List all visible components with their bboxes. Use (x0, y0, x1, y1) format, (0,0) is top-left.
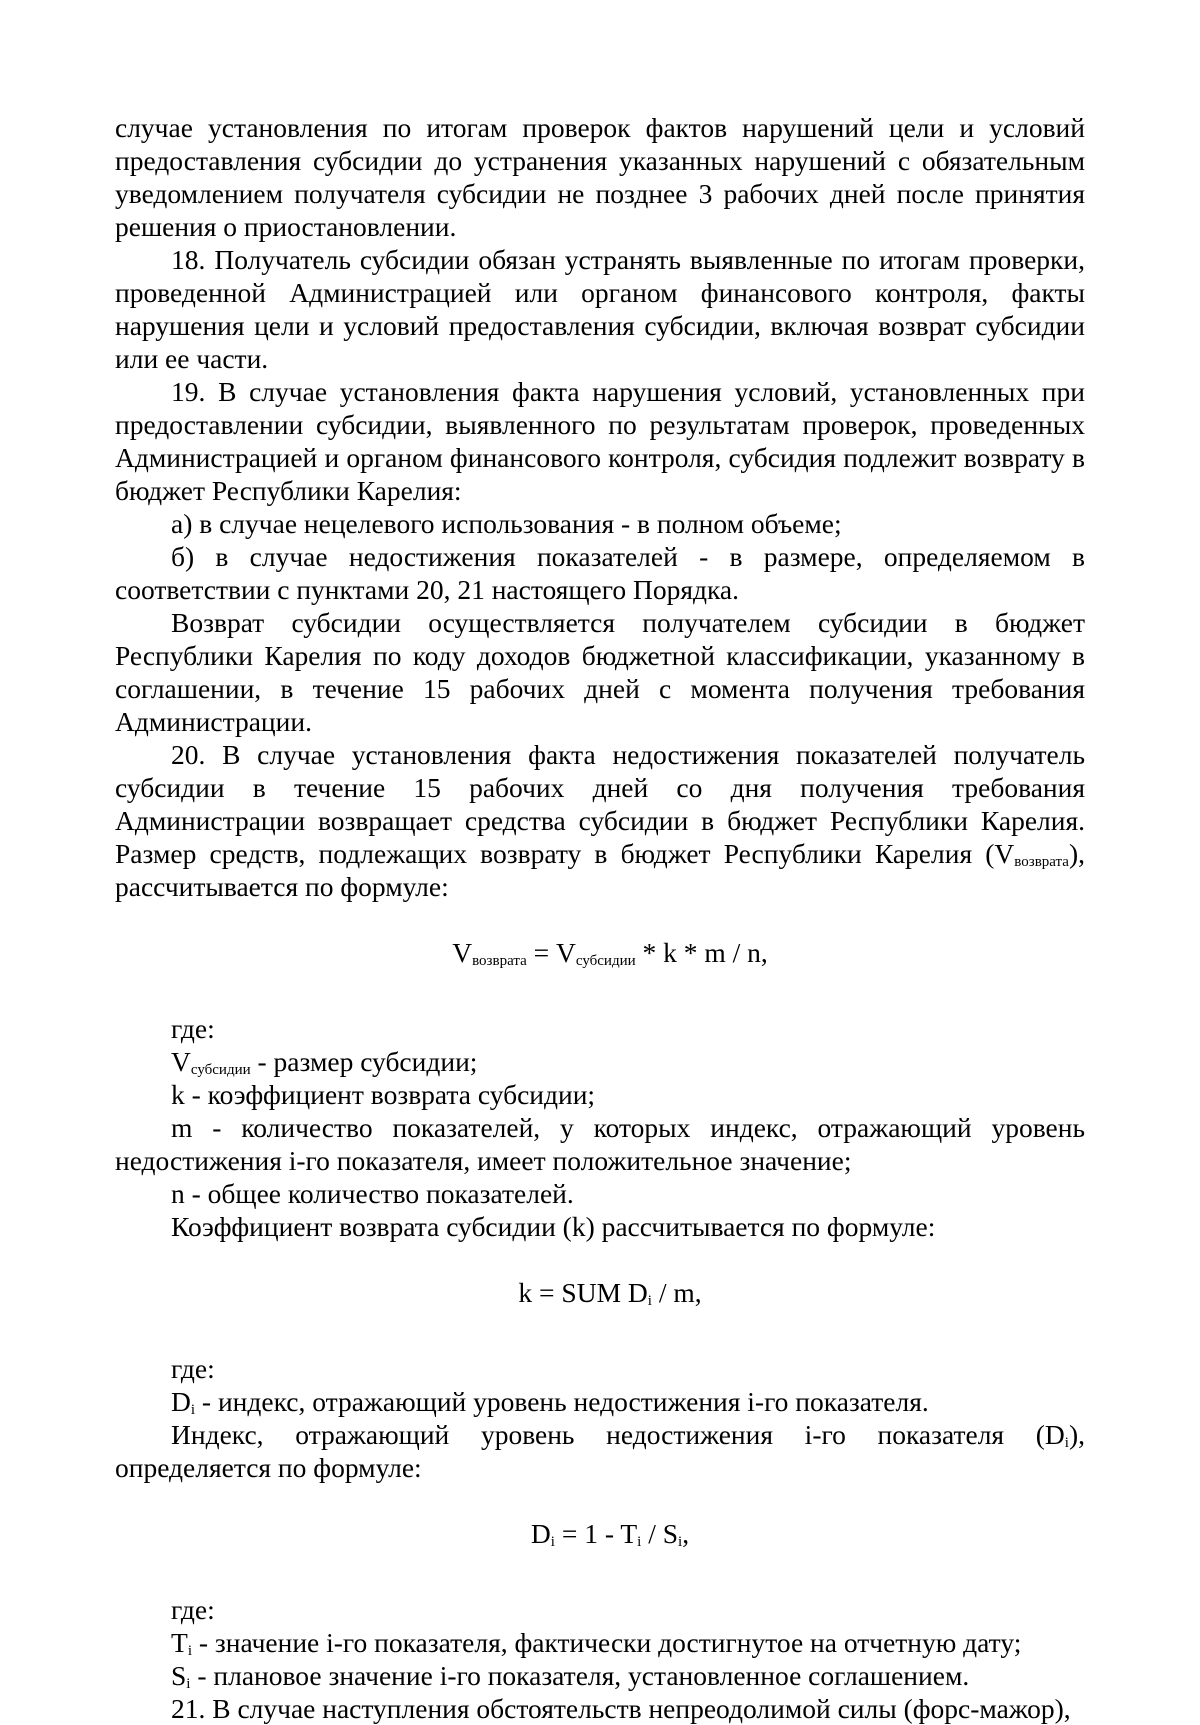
formula-return-amount (115, 936, 1085, 969)
paragraph-20-subscript: возврата (1014, 854, 1069, 870)
definition-v-subsidy (115, 1045, 1085, 1078)
paragraph-20-text-b: ), рассчитывается по формуле: (115, 838, 1085, 902)
paragraph-20 (115, 738, 1085, 903)
definition-d-b: - индекс, отражающий уровень недостижения i-го показателя. (195, 1386, 929, 1417)
definition-t-subscript: i (187, 1643, 192, 1659)
formula-3-part-b: = 1 - T (554, 1518, 638, 1549)
d-intro-b: ), определяется по формуле: (115, 1419, 1085, 1483)
paragraph-19: 19. В случае установления факта нарушения условий, установленных при предоставлении субсидии, выявленного по результатам проверок, проведенных Администрацией и органом финансового контроля, субсидия подлежит возврату в бюджет Республики Карелия: (115, 376, 1085, 506)
definition-v-b: - размер субсидии; (250, 1046, 478, 1077)
spacer (115, 1484, 1085, 1517)
definition-t (115, 1626, 1085, 1659)
definition-d-a: D (171, 1386, 191, 1417)
paragraph-19-a: а) в случае нецелевого использования - в полном объеме; (171, 508, 842, 539)
formula-2-sub: i (647, 1293, 652, 1309)
spacer (115, 903, 1085, 936)
spacer (115, 1550, 1085, 1583)
paragraph-return: Возврат субсидии осуществляется получателем субсидии в бюджет Республики Карелия по коду доходов бюджетной классификации, указанному в соглашении, в течение 15 рабочих дней с момента получения требования Администрации. (115, 607, 1085, 737)
formula-3-sub-3: i (678, 1534, 683, 1550)
paragraph-21: 21. В случае наступления обстоятельств непреодолимой силы (форс-мажор), (171, 1693, 1071, 1724)
formula-3-sub-2: i (637, 1534, 642, 1550)
formula-3-part-d: , (682, 1518, 690, 1549)
definition-n: n - общее количество показателей. (171, 1178, 574, 1209)
continued-paragraph: случае установления по итогам проверок фактов нарушений цели и условий предоставления субсидии до устранения указанных нарушений с обязательным уведомлением получателя субсидии не позднее 3 рабочих дней после принятия решения о приостановлении. (115, 112, 1085, 242)
definition-s-a: S (171, 1660, 187, 1691)
formula-1-sub-2: субсидии (575, 953, 636, 969)
definition-t-b: - значение i-го показателя, фактически достигнутое на отчетную дату; (191, 1627, 1022, 1658)
d-intro-subscript: i (1064, 1435, 1069, 1451)
definition-t-a: T (171, 1627, 188, 1658)
definition-d (115, 1385, 1085, 1418)
spacer (115, 1583, 1085, 1593)
formula-1-part-c: * k * m / n, (635, 937, 768, 968)
spacer (115, 1309, 1085, 1342)
d-formula-intro (115, 1418, 1085, 1484)
formula-2-part-b: / m, (651, 1277, 702, 1308)
definition-v-a: V (171, 1046, 191, 1077)
formula-1-sub-1: возврата (472, 953, 527, 969)
definition-s-b: - плановое значение i-го показателя, установленное соглашением. (190, 1660, 970, 1691)
formula-1-part-b: = V (526, 937, 576, 968)
definition-m: m - количество показателей, у которых индекс, отражающий уровень недостижения i-го показателя, имеет положительное значение; (115, 1112, 1085, 1176)
paragraph-19-b: б) в случае недостижения показателей - в размере, определяемом в соответствии с пунктами 20, 21 настоящего Порядка. (115, 541, 1085, 605)
spacer (115, 1342, 1085, 1352)
paragraph-20-text-a: 20. В случае установления факта недостижения показателей получатель субсидии в течение 15 рабочих дней со дня получения требования Администрации возвращает средства субсидии в бюджет Республики Карелия. Размер средств, подлежащих возврату в бюджет Республики Карелия (V (115, 739, 1085, 869)
definition-s (115, 1659, 1085, 1692)
where-label-1: где: (171, 1013, 215, 1044)
formula-k (115, 1276, 1085, 1309)
formula-3-part-a: D (530, 1518, 551, 1549)
definition-v-subscript: субсидии (190, 1062, 251, 1078)
k-formula-intro: Коэффициент возврата субсидии (k) рассчитывается по формуле: (171, 1211, 936, 1242)
definition-s-subscript: i (186, 1676, 191, 1692)
paragraph-18: 18. Получатель субсидии обязан устранять выявленные по итогам проверки, проведенной Администрацией или органом финансового контроля, факты нарушения цели и условий предоставления субсидии, включая возврат субсидии или ее части. (115, 244, 1085, 374)
d-intro-a: Индекс, отражающий уровень недостижения i-го показателя (D (171, 1419, 1065, 1450)
formula-3-sub-1: i (550, 1534, 555, 1550)
document-body (115, 111, 1085, 1725)
definition-k: k - коэффициент возврата субсидии; (171, 1079, 596, 1110)
spacer (115, 969, 1085, 1002)
spacer (115, 1002, 1085, 1012)
where-label-2: где: (171, 1353, 215, 1384)
spacer (115, 1243, 1085, 1276)
formula-1-part-a: V (452, 937, 473, 968)
formula-2-part-a: k = SUM D (518, 1277, 648, 1308)
where-label-3: где: (171, 1594, 215, 1625)
formula-d (115, 1517, 1085, 1550)
definition-d-subscript: i (190, 1402, 196, 1418)
formula-3-part-c: / S (641, 1518, 679, 1549)
